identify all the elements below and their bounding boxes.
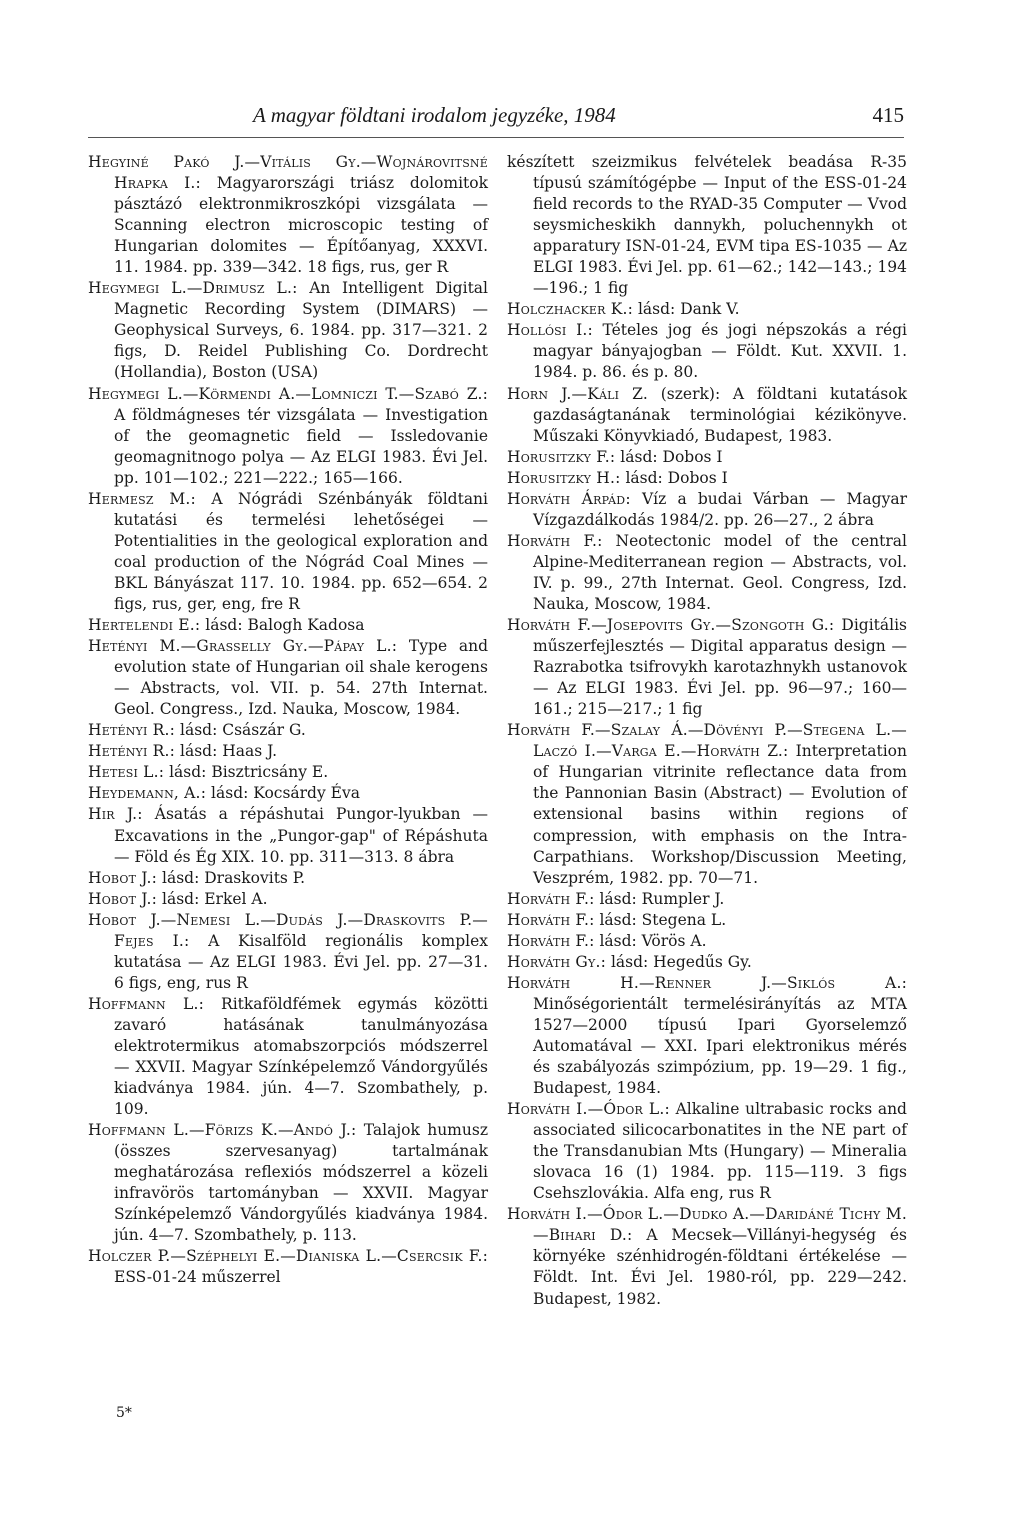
entry-author: Hollósi I.: <box>507 321 593 340</box>
entry-author: Horváth F.: <box>507 531 603 550</box>
entry-author: Horváth F.: <box>507 931 595 950</box>
bibliography-entry <box>88 152 488 278</box>
bibliography-entry <box>507 889 907 910</box>
bibliography-entry <box>507 531 907 615</box>
entry-author: Hir J.: <box>88 805 143 824</box>
bibliography-entry <box>88 783 488 804</box>
entry-text: Magyarországi triász dolomitok pásztázó elektronmikroszkópi vizsgálata — Scanning electron microscopic testing of Hungarian dolomites — Építőanyag, XXXVI. 11. 1984. pp. 339—342. 18 figs, rus, ger R <box>114 174 488 277</box>
entry-author: Horváth F.: <box>507 889 595 908</box>
bibliography-entry <box>507 489 907 531</box>
entry-author: Horváth I.—Ódor L.—Dudko A.—Daridáné Tichy M.—Bihari D.: <box>507 1205 907 1245</box>
entry-text: lásd: Balogh Kadosa <box>200 616 365 635</box>
entry-text: lásd: Draskovits P. <box>157 868 306 887</box>
entry-text: lásd: Bisztricsány E. <box>164 763 329 782</box>
entry-author: Hetényi R.: <box>88 742 176 761</box>
bibliography-entry <box>88 910 488 994</box>
entry-text: Interpretation of Hungarian vitrinite reflectance data from the Pannonian Basin (Abstract) — Evolution of extensional basins within regions of compression, with emphasis on the Intra-Carpathians. Workshop/Discussion Meeting, Veszprém, 1982. pp. 70—71. <box>533 742 907 887</box>
entry-text: An Intelligent Digital Magnetic Recording System (DIMARS) — Geophysical Surveys, 6. 1984. pp. 317—321. 2 figs, D. Reidel Publishing Co. Dordrecht (Hollandia), Boston (USA) <box>114 279 488 382</box>
entry-text: lásd: Hegedűs Gy. <box>606 952 752 971</box>
entry-text: lásd: Vörös A. <box>594 931 707 950</box>
entry-text: Digitális műszerfejlesztés — Digital apparatus design — Razrabotka tsifrovykh karotazhnykh ustanovok — Az ELGI 1983. Évi Jel. pp. 96—97.; 160—161.; 215—217.; 1 fig <box>533 616 907 719</box>
bibliography-entry <box>88 804 488 867</box>
entry-text: Neotectonic model of the central Alpine-Mediterranean region — Abstracts, vol. IV. p. 99., 27th Internat. Geol. Congress, Izd. Nauka, Moscow, 1984. <box>533 531 907 613</box>
bibliography-entry <box>507 1099 907 1204</box>
entry-author: Horusitzky F.: <box>507 447 616 466</box>
page-header <box>88 103 904 138</box>
entry-author: Hertelendi E.: <box>88 616 201 635</box>
bibliography-entry <box>88 1246 488 1288</box>
entry-author: Hobot J.: <box>88 868 158 887</box>
entry-author: Hegyiné Pakó J.—Vitális Gy.—Wojnárovitsné Hrapka I.: <box>88 153 488 193</box>
entry-text: Alkaline ultrabasic rocks and associated silicocarbonatites in the NE part of the Transdanubian Mts (Hungary) — Mineralia slovaca 16 (1) 1984. pp. 115—119. 3 figs Csehszlovákia. Alfa eng, rus R <box>533 1100 907 1203</box>
entry-author: Horváth F.—Szalay Á.—Dövényi P.—Stegena L.—Laczó I.—Varga E.—Horváth Z.: <box>507 721 907 761</box>
entry-text: A Mecsek—Villányi-hegység és környéke szénhidrogén-földtani értékelése — Földt. Int. Évi Jel. 1980-ról, pp. 229—242. Budapest, 1982. <box>533 1226 907 1308</box>
entry-text: lásd: Kocsárdy Éva <box>206 784 360 803</box>
entry-author: Holczhacker K.: <box>507 300 634 319</box>
bibliography-entry <box>507 931 907 952</box>
entry-author: Horn J.—Káli Z. <box>507 384 648 403</box>
entry-text: lásd: Dank V. <box>633 300 740 319</box>
bibliography-entry <box>88 384 488 489</box>
entry-author: Hetényi R.: <box>88 721 176 740</box>
entry-text: A Nógrádi Szénbányák földtani kutatási és termelési lehetőségei — Potentialities in the geological exploration and coal production of the Nógrád Coal Mines — BKL Bányászat 117. 10. 1984. pp. 652—654. 2 figs, rus, ger, eng, fre R <box>114 489 488 613</box>
entry-text: készített szeizmikus felvételek beadása R-35 típusú számítógépbe — Input of the ESS-01-24 field records to the RYAD-35 Computer — Vvod seysmicheskikh dannykh, poluchennykh ot apparatury ISN-01-24, EVM tipa ES-1035 — Az ELGI 1983. Évi Jel. pp. 61—62.; 142—143.; 194—196.; 1 fig <box>507 153 907 298</box>
entry-text: Type and evolution state of Hungarian oil shale kerogens — Abstracts, vol. VII. p. 54. 27th Internat. Geol. Congress., Izd. Nauka, Moscow, 1984. <box>114 637 488 719</box>
entry-author: Hermesz M.: <box>88 489 196 508</box>
entry-text: lásd: Császár G. <box>175 721 306 740</box>
bibliography-entry <box>507 320 907 383</box>
bibliography-entry <box>88 489 488 615</box>
bibliography-entry <box>88 636 488 720</box>
entry-author: Hoffmann L.—Förizs K.—Andó J.: <box>88 1121 357 1140</box>
entry-author: Hegymegi L.—Drimusz L.: <box>88 279 298 298</box>
bibliography-entry <box>507 615 907 720</box>
entry-author: Hobot J.—Nemesi L.—Dudás J.—Draskovits P.—Fejes I.: <box>88 910 488 950</box>
entry-author: Horváth Gy.: <box>507 952 607 971</box>
entry-text: lásd: Haas J. <box>175 742 278 761</box>
entry-author: Hetesi L.: <box>88 763 165 782</box>
entry-text: lásd: Stegena L. <box>594 910 727 929</box>
bibliography-entry <box>88 889 488 910</box>
entry-text: ESS-01-24 műszerrel <box>114 1268 281 1287</box>
entry-text: Talajok humusz (összes szervesanyag) tartalmának meghatározása reflexiós módszerrel a közeli infravörös tartományban — XXVII. Magyar Színképelemző Vándorgyűlés kiadványa 1984. jún. 4—7. Szombathely, p. 113. <box>114 1121 488 1245</box>
bibliography-entry <box>88 868 488 889</box>
bibliography-entry <box>507 152 907 299</box>
entry-text: Ásatás a répáshutai Pungor-lyukban — Excavations in the „Pungor-gap" of Répáshuta — Föld és Ég XIX. 10. pp. 311—313. 8 ábra <box>114 805 489 866</box>
bibliography-entry <box>507 1204 907 1309</box>
entry-text: Víz a budai Várban — Magyar Vízgazdálkodás 1984/2. pp. 26—27., 2 ábra <box>533 489 907 529</box>
bibliography-entry <box>507 720 907 888</box>
entry-author: Holczer P.—Széphelyi E.—Dianiska L.—Csercsik F.: <box>88 1247 488 1266</box>
entry-author: Horváth F.: <box>507 910 595 929</box>
bibliography-entry <box>507 447 907 468</box>
entry-text: lásd: Dobos I <box>615 447 723 466</box>
bibliography-entry <box>507 299 907 320</box>
bibliography-entry <box>507 384 907 447</box>
entry-author: Horváth F.—Josepovits Gy.—Szongoth G.: <box>507 616 835 635</box>
running-title: A magyar földtani irodalom jegyzéke, 1984 <box>253 103 616 127</box>
entry-author: Horváth I.—Ódor L.: <box>507 1100 670 1119</box>
bibliography-entry <box>507 952 907 973</box>
entry-author: Horváth H.—Renner J.—Siklós A.: <box>507 973 907 992</box>
entry-text: Minőségorientált termelésirányítás az MTA 1527—2000 típusú Ipari Gyorselemző Automatával — XXI. Ipari elektronikus mérés és szabályozás szimpózium, pp. 19—29. 1 fig., Budapest, 1984. <box>533 994 907 1098</box>
entry-text: lásd: Rumpler J. <box>594 889 725 908</box>
entry-author: Hobot J.: <box>88 889 158 908</box>
left-column <box>88 152 488 1289</box>
bibliography-entry <box>88 720 488 741</box>
entry-text: A földmágneses tér vizsgálata — Investigation of the geomagnetic field — Issledovanie geomagnitnogo polya — Az ELGI 1983. Évi Jel. pp. 101—102.; 221—222.; 165—166. <box>114 405 488 487</box>
entry-text: Tételes jog és jogi népszokás a régi magyar bányajogban — Földt. Kut. XXVII. 1. 1984. p. 86. és p. 80. <box>533 321 907 382</box>
bibliography-entry <box>88 762 488 783</box>
bibliography-entry <box>507 468 907 489</box>
entry-author: Hegymegi L.—Körmendi A.—Lomniczi T.—Szabó Z.: <box>88 384 488 403</box>
entry-author: Hetényi M.—Grasselly Gy.—Pápay L.: <box>88 637 398 656</box>
signature-mark: 5* <box>116 1405 132 1421</box>
entry-author: Horváth Árpád: <box>507 489 631 508</box>
page-number: 415 <box>872 103 904 127</box>
entry-text: A Kisalföld regionális komplex kutatása — Az ELGI 1983. Évi Jel. pp. 27—31. 6 figs, eng, rus R <box>114 931 488 992</box>
entry-text: Ritkaföldfémek egymás közötti zavaró hatásának tanulmányozása elektrotermikus atomabszorpciós módszerrel — XXVII. Magyar Színképelemző Vándorgyűlés kiadványa 1984. jún. 4—7. Szombathely, p. 109. <box>114 994 488 1119</box>
bibliography-entry <box>88 278 488 383</box>
bibliography-entry <box>88 615 488 636</box>
bibliography-entry <box>88 741 488 762</box>
entry-text: lásd: Dobos I <box>620 468 728 487</box>
entry-author: Hoffmann L.: <box>88 994 205 1013</box>
bibliography-entry <box>88 994 488 1120</box>
bibliography-entry <box>507 973 907 1099</box>
entry-text: lásd: Erkel A. <box>157 889 268 908</box>
right-column <box>507 152 907 1310</box>
entry-author: Horusitzky H.: <box>507 468 621 487</box>
entry-author: Heydemann, A.: <box>88 784 207 803</box>
bibliography-entry <box>507 910 907 931</box>
bibliography-entry <box>88 1120 488 1246</box>
entry-text: (szerk): A földtani kutatások gazdaságtanának terminológiai kézikönyve. Műszaki Könyvkiadó, Budapest, 1983. <box>533 384 907 445</box>
